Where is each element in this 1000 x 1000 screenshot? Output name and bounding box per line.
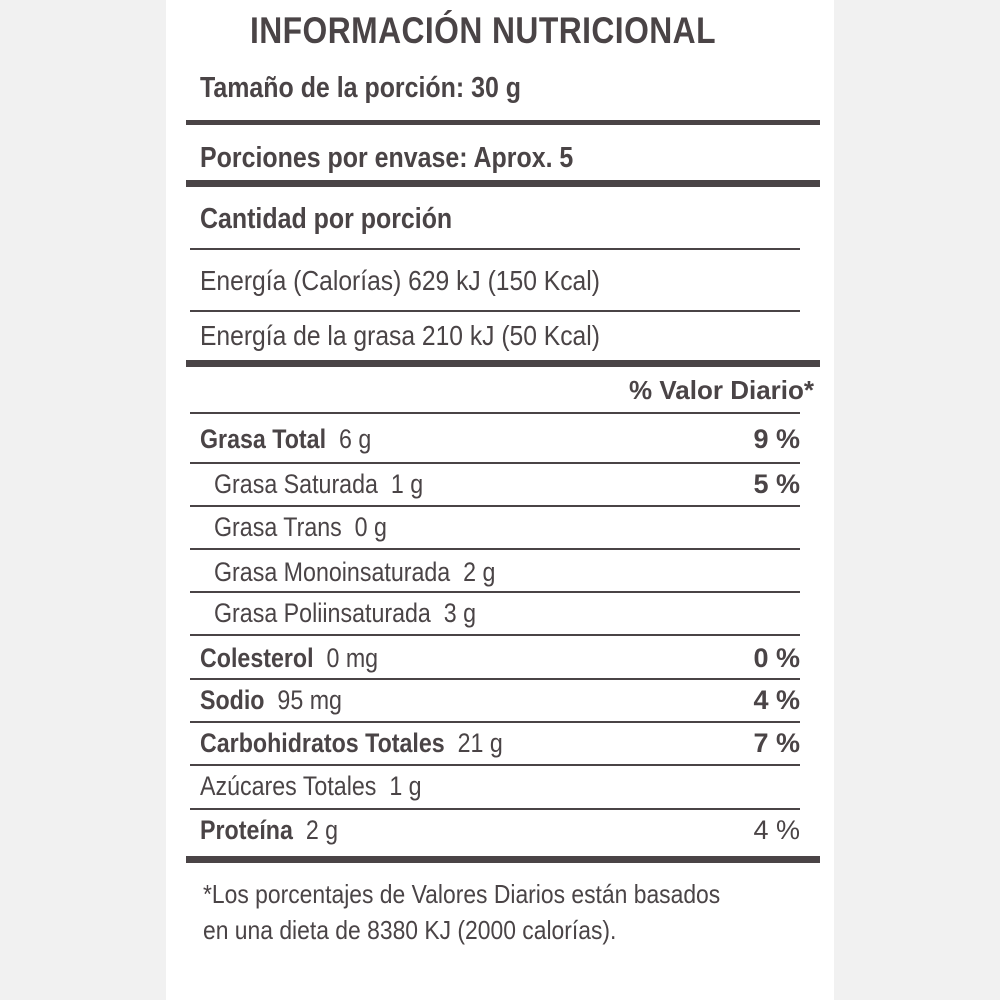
nutrient-percent: 4 % [753,685,800,715]
nutrient-cell [214,469,423,500]
table-row [200,512,800,552]
divider-thick [186,856,820,863]
divider [186,120,820,125]
nutrient-amount: 1 g [390,469,424,499]
nutrient-amount: 0 mg [326,643,379,673]
nutrient-cell [214,512,387,543]
nutrient-cell [200,685,342,716]
energy-from-fat: Energía de la grasa 210 kJ (50 Kcal) [200,320,600,351]
table-row [200,771,800,811]
nutrient-amount: 0 g [354,512,387,542]
energy-calories: Energía (Calorías) 629 kJ (150 Kcal) [200,265,600,296]
divider [190,721,800,723]
nutrient-cell [200,424,371,455]
divider [190,412,800,414]
footnote-line-1: *Los porcentajes de Valores Diarios están basados [203,879,721,909]
table-row [200,598,800,638]
footnote-line-2: en una dieta de 8380 KJ (2000 calorías). [203,915,617,945]
nutrient-amount: 95 mg [277,685,342,715]
nutrient-amount: 1 g [389,771,422,801]
nutrient-name: Azúcares Totales [200,771,377,801]
nutrient-percent: 5 % [753,469,800,499]
nutrient-percent: 9 % [753,424,800,454]
table-row [200,424,800,464]
divider [190,462,800,464]
divider [190,248,800,250]
nutrient-name: Grasa Total [200,424,327,454]
nutrient-name: Sodio [200,685,265,715]
divider [190,634,800,636]
nutrient-name: Grasa Poliinsaturada [214,598,431,628]
table-row [200,728,800,768]
nutrient-name: Grasa Trans [214,512,342,542]
divider [190,310,800,312]
table-row [200,815,800,855]
nutrient-amount: 2 g [305,815,339,845]
daily-value-header: % Valor Diario* [629,375,814,405]
divider-thick [186,180,820,187]
nutrient-cell [200,643,378,674]
table-row [200,469,800,509]
serving-size: Tamaño de la porción: 30 g [200,72,522,104]
nutrient-cell [200,771,422,802]
divider [190,505,800,507]
nutrient-amount: 3 g [443,598,477,628]
nutrient-cell [200,815,338,846]
nutrient-name: Carbohidratos Totales [200,728,445,758]
nutrient-amount: 21 g [457,728,503,758]
nutrient-name: Grasa Saturada [214,469,378,499]
nutrient-amount: 6 g [338,424,372,454]
servings-per-container: Porciones por envase: Aprox. 5 [200,142,574,174]
nutrient-cell [214,598,476,629]
table-row [200,685,800,725]
label-title: INFORMACIÓN NUTRICIONAL [250,10,716,51]
table-row [200,643,800,683]
divider [190,678,800,680]
nutrient-cell [214,557,495,588]
divider [190,764,800,766]
nutrient-name: Colesterol [200,643,314,673]
amount-per-serving: Cantidad por porción [200,203,453,235]
divider [190,548,800,550]
nutrient-name: Proteína [200,815,293,845]
nutrient-percent: 4 % [753,815,800,845]
divider [190,591,800,593]
divider-thick [186,360,820,367]
divider [190,808,800,810]
nutrient-percent: 0 % [753,643,800,673]
nutrient-name: Grasa Monoinsaturada [214,557,451,587]
nutrient-percent: 7 % [753,728,800,758]
nutrient-cell [200,728,503,759]
nutrient-amount: 2 g [463,557,496,587]
